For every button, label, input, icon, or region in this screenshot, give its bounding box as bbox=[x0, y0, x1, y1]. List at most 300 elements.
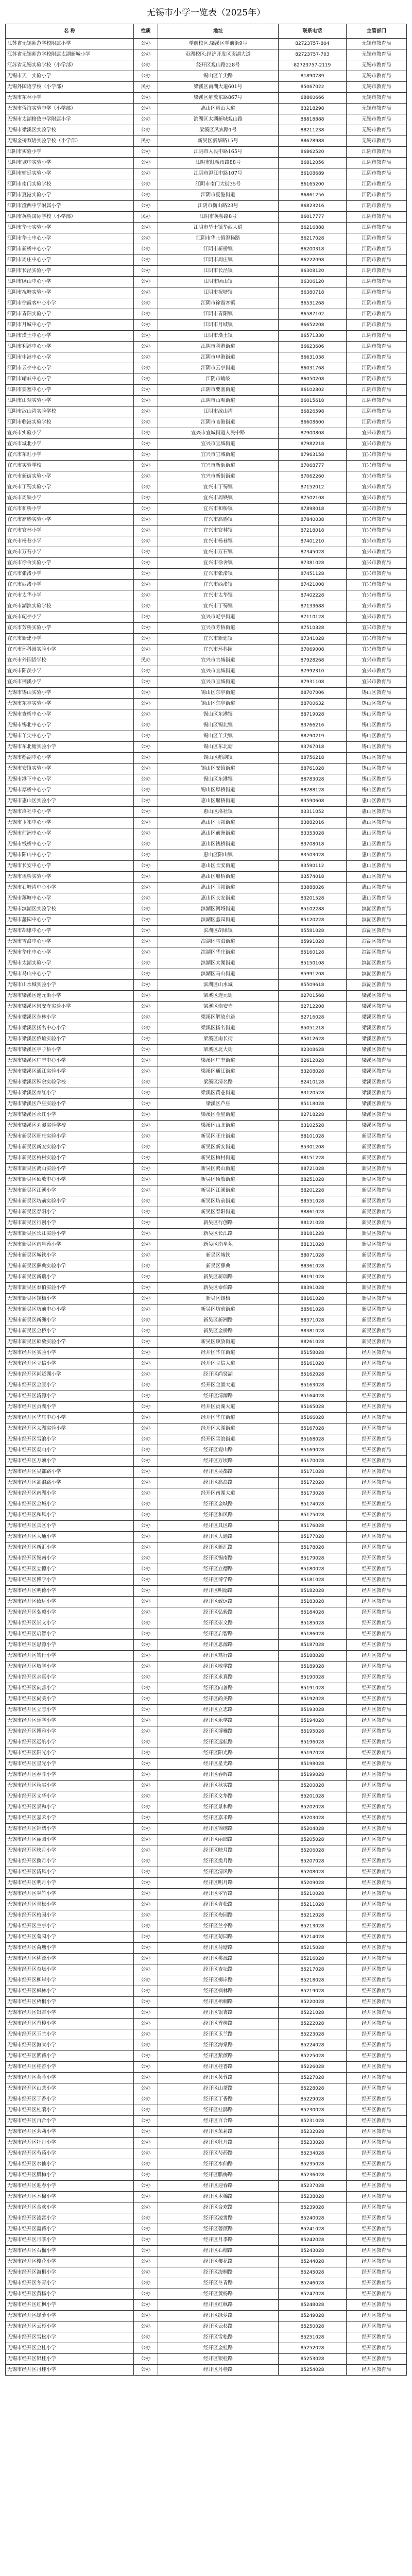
table-row bbox=[6, 1943, 407, 1954]
address-cell: 锡山区锡北镇 bbox=[158, 720, 279, 731]
table-row bbox=[6, 893, 407, 904]
dept-cell: 新吴区教育局 bbox=[347, 1164, 407, 1175]
address-cell: 江阴市璜土镇 bbox=[158, 331, 279, 342]
address-cell: 江阴市衡山路23号 bbox=[158, 201, 279, 212]
phone-cell: 85185028 bbox=[278, 1618, 346, 1629]
nature-cell: 公办 bbox=[134, 223, 158, 233]
phone-cell: 86862520 bbox=[278, 147, 346, 158]
dept-cell: 宜兴市教育局 bbox=[347, 515, 407, 526]
nature-cell: 民办 bbox=[134, 212, 158, 223]
dept-cell: 经开区教育局 bbox=[347, 2019, 407, 2029]
dept-cell: 经开区教育局 bbox=[347, 1694, 407, 1705]
address-cell: 经开区山茶路 bbox=[158, 2083, 279, 2094]
nature-cell: 公办 bbox=[134, 2105, 158, 2116]
dept-cell: 滨湖区教育局 bbox=[347, 947, 407, 958]
address-cell: 经开区映月路 bbox=[158, 1845, 279, 1856]
phone-cell: 82701568 bbox=[278, 991, 346, 1002]
nature-cell: 公办 bbox=[134, 428, 158, 439]
dept-cell: 经开区教育局 bbox=[347, 2170, 407, 2181]
nature-cell: 公办 bbox=[134, 374, 158, 385]
school-name-cell: 无锡市石塘湾中心小学 bbox=[6, 883, 134, 893]
dept-cell: 惠山区教育局 bbox=[347, 828, 407, 839]
nature-cell: 公办 bbox=[134, 2116, 158, 2127]
table-row bbox=[6, 179, 407, 190]
table-row bbox=[6, 168, 407, 179]
address-cell: 江阴市徐霞客镇 bbox=[158, 298, 279, 309]
school-name-cell: 无锡市经开区石榴小学 bbox=[6, 2246, 134, 2257]
school-name-cell: 无锡市雪浪中心小学 bbox=[6, 937, 134, 947]
phone-cell: 83882016 bbox=[278, 818, 346, 828]
phone-cell: 85051218 bbox=[278, 1023, 346, 1034]
address-cell: 梁溪区南长街 bbox=[158, 1034, 279, 1045]
address-cell: 梁溪区清名路 bbox=[158, 1077, 279, 1088]
dept-cell: 经开区教育局 bbox=[347, 1683, 407, 1694]
school-name-cell: 无锡市经开区金城小学 bbox=[6, 1499, 134, 1510]
phone-cell: 83120528 bbox=[278, 1088, 346, 1099]
address-cell: 经开区南湖大道 bbox=[158, 1488, 279, 1499]
header-nature: 性质 bbox=[134, 24, 158, 39]
nature-cell: 公办 bbox=[134, 1185, 158, 1196]
school-name-cell: 江苏省无锡师范学校附属太湖新城小学 bbox=[6, 49, 134, 60]
address-cell: 宜兴市屺亭街道 bbox=[158, 612, 279, 623]
nature-cell: 公办 bbox=[134, 363, 158, 374]
dept-cell: 经开区教育局 bbox=[347, 1521, 407, 1532]
dept-cell: 经开区教育局 bbox=[347, 1586, 407, 1597]
phone-cell: 85509618 bbox=[278, 980, 346, 991]
dept-cell: 经开区教育局 bbox=[347, 2311, 407, 2321]
school-name-cell: 无锡市梁溪区刘潭实验学校 bbox=[6, 1121, 134, 1131]
address-cell: 经开区立志路 bbox=[158, 1705, 279, 1716]
dept-cell: 梁溪区教育局 bbox=[347, 1077, 407, 1088]
phone-cell: 87898018 bbox=[278, 504, 346, 515]
phone-cell: 87982218 bbox=[278, 439, 346, 450]
phone-cell: 82718228 bbox=[278, 1110, 346, 1121]
dept-cell: 宜兴市教育局 bbox=[347, 558, 407, 569]
table-row bbox=[6, 1975, 407, 1986]
nature-cell: 公办 bbox=[134, 1964, 158, 1975]
phone-cell: 88071028 bbox=[278, 1250, 346, 1261]
school-name-cell: 无锡市前洲中心小学 bbox=[6, 828, 134, 839]
table-row bbox=[6, 493, 407, 504]
phone-cell: 85220028 bbox=[278, 1997, 346, 2008]
table-row bbox=[6, 1997, 407, 2008]
school-name-cell: 江阴市实验小学 bbox=[6, 147, 134, 158]
school-name-cell: 江阴市城中实验小学 bbox=[6, 158, 134, 168]
table-row bbox=[6, 266, 407, 277]
nature-cell: 公办 bbox=[134, 774, 158, 785]
table-row bbox=[6, 1964, 407, 1975]
school-name-cell: 无锡市经开区杜鹃小学 bbox=[6, 2105, 134, 2116]
table-row bbox=[6, 2159, 407, 2170]
phone-cell: 85150108 bbox=[278, 958, 346, 969]
nature-cell: 公办 bbox=[134, 1510, 158, 1521]
address-cell: 惠山区钱桥街道 bbox=[158, 839, 279, 850]
phone-cell: 85118028 bbox=[278, 1099, 346, 1110]
phone-cell: 85181028 bbox=[278, 1575, 346, 1586]
school-name-cell: 无锡市经开区山茶小学 bbox=[6, 2083, 134, 2094]
nature-cell: 公办 bbox=[134, 1218, 158, 1229]
nature-cell: 公办 bbox=[134, 1056, 158, 1066]
school-name-cell: 无锡市经开区锦绣小学 bbox=[6, 1824, 134, 1835]
school-name-cell: 无锡金桥双语实验学校（小学部） bbox=[6, 136, 134, 147]
table-row bbox=[6, 374, 407, 385]
phone-cell: 85170028 bbox=[278, 1456, 346, 1467]
nature-cell: 公办 bbox=[134, 1607, 158, 1618]
dept-cell: 锡山区教育局 bbox=[347, 753, 407, 764]
table-row bbox=[6, 2365, 407, 2376]
dept-cell: 惠山区教育局 bbox=[347, 872, 407, 883]
address-cell: 江阴市人民中路165号 bbox=[158, 147, 279, 158]
school-name-cell: 无锡市经开区吴都路小学 bbox=[6, 1467, 134, 1478]
table-row bbox=[6, 969, 407, 980]
phone-cell: 85161028 bbox=[278, 1359, 346, 1369]
table-row bbox=[6, 417, 407, 428]
nature-cell: 公办 bbox=[134, 2300, 158, 2311]
school-name-cell: 无锡市经开区芍药小学 bbox=[6, 2148, 134, 2159]
address-cell: 江阴市申港街道 bbox=[158, 352, 279, 363]
address-cell: 经开区高浪路 bbox=[158, 1478, 279, 1488]
phone-cell: 85171028 bbox=[278, 1467, 346, 1478]
nature-cell: 公办 bbox=[134, 893, 158, 904]
school-name-cell: 江阴市夏港实验小学 bbox=[6, 190, 134, 201]
address-cell: 新吴区泰伯路 bbox=[158, 1283, 279, 1294]
school-name-cell: 无锡市山水城实验小学 bbox=[6, 980, 134, 991]
phone-cell: 83102528 bbox=[278, 1121, 346, 1131]
table-row bbox=[6, 1240, 407, 1250]
address-cell: 经开区具区路 bbox=[158, 1521, 279, 1532]
dept-cell: 经开区教育局 bbox=[347, 1413, 407, 1423]
phone-cell: 87931108 bbox=[278, 677, 346, 688]
phone-cell: 85120228 bbox=[278, 915, 346, 926]
school-name-cell: 江苏省无锡师范学校附属小学 bbox=[6, 39, 134, 49]
nature-cell: 公办 bbox=[134, 190, 158, 201]
table-row bbox=[6, 753, 407, 764]
address-cell: 经开区万顷路 bbox=[158, 1456, 279, 1467]
school-name-cell: 宜兴市湖滨实验学校 bbox=[6, 601, 134, 612]
dept-cell: 宜兴市教育局 bbox=[347, 471, 407, 482]
phone-cell: 85199028 bbox=[278, 1770, 346, 1781]
phone-cell: 85187028 bbox=[278, 1640, 346, 1651]
address-cell: 宜兴市杨巷镇 bbox=[158, 536, 279, 547]
table-row bbox=[6, 515, 407, 526]
dept-cell: 经开区教育局 bbox=[347, 1640, 407, 1651]
nature-cell: 民办 bbox=[134, 82, 158, 93]
phone-cell: 87502108 bbox=[278, 493, 346, 504]
nature-cell: 公办 bbox=[134, 2019, 158, 2029]
school-name-cell: 江阴市新桥中心小学 bbox=[6, 244, 134, 255]
table-row bbox=[6, 828, 407, 839]
phone-cell: 87381028 bbox=[278, 558, 346, 569]
address-cell: 经开区黄杨路 bbox=[158, 2289, 279, 2300]
address-cell: 经开区华庄街道 bbox=[158, 1348, 279, 1359]
school-name-cell: 无锡市经开区观山小学 bbox=[6, 1445, 134, 1456]
school-name-cell: 宜兴市和桥小学 bbox=[6, 504, 134, 515]
table-row bbox=[6, 201, 407, 212]
dept-cell: 无锡市教育局 bbox=[347, 125, 407, 136]
nature-cell: 公办 bbox=[134, 753, 158, 764]
table-row bbox=[6, 958, 407, 969]
dept-cell: 宜兴市教育局 bbox=[347, 450, 407, 461]
school-name-cell: 无锡市经开区香樟小学 bbox=[6, 2019, 134, 2029]
nature-cell: 公办 bbox=[134, 504, 158, 515]
phone-cell: 85190028 bbox=[278, 1672, 346, 1683]
dept-cell: 江阴市教育局 bbox=[347, 147, 407, 158]
phone-cell: 86200318 bbox=[278, 244, 346, 255]
school-name-cell: 无锡市太湖实验小学 bbox=[6, 958, 134, 969]
phone-cell: 86102802 bbox=[278, 385, 346, 396]
table-row bbox=[6, 60, 407, 71]
table-row bbox=[6, 1672, 407, 1683]
nature-cell: 公办 bbox=[134, 677, 158, 688]
table-row bbox=[6, 1845, 407, 1856]
phone-cell: 85194028 bbox=[278, 1716, 346, 1726]
school-name-cell: 无锡市经开区红枫小学 bbox=[6, 2300, 134, 2311]
address-cell: 梁溪区广丰街道 bbox=[158, 1056, 279, 1066]
address-cell: 新吴区行创路 bbox=[158, 1218, 279, 1229]
school-name-cell: 无锡市经开区紫薇小学 bbox=[6, 2051, 134, 2062]
phone-cell: 87068777 bbox=[278, 461, 346, 471]
address-cell: 江阴市顾山镇 bbox=[158, 277, 279, 287]
phone-cell: 83574018 bbox=[278, 872, 346, 883]
school-name-cell: 无锡市新吴区江溪小学 bbox=[6, 1185, 134, 1196]
school-name-cell: 江阴市辅延实验小学 bbox=[6, 168, 134, 179]
nature-cell: 公办 bbox=[134, 2192, 158, 2202]
nature-cell: 公办 bbox=[134, 947, 158, 958]
table-row bbox=[6, 590, 407, 601]
nature-cell: 公办 bbox=[134, 2073, 158, 2083]
dept-cell: 经开区教育局 bbox=[347, 1878, 407, 1889]
phone-cell: 85211028 bbox=[278, 1900, 346, 1910]
address-cell: 新吴区坊前街道 bbox=[158, 1196, 279, 1207]
address-cell: 经开区海桐路 bbox=[158, 2267, 279, 2278]
nature-cell: 公办 bbox=[134, 233, 158, 244]
school-name-cell: 无锡市经开区兰亭小学 bbox=[6, 1921, 134, 1932]
dept-cell: 滨湖区教育局 bbox=[347, 958, 407, 969]
dept-cell: 新吴区教育局 bbox=[347, 1153, 407, 1164]
school-name-cell: 无锡市羊尖中心小学 bbox=[6, 731, 134, 742]
phone-cell: 86165200 bbox=[278, 179, 346, 190]
phone-cell: 85228028 bbox=[278, 2083, 346, 2094]
table-row bbox=[6, 331, 407, 342]
table-row bbox=[6, 298, 407, 309]
phone-cell: 85237028 bbox=[278, 2181, 346, 2192]
dept-cell: 江阴市教育局 bbox=[347, 331, 407, 342]
nature-cell: 公办 bbox=[134, 666, 158, 677]
address-cell: 经开区紫薇路 bbox=[158, 2051, 279, 2062]
nature-cell: 公办 bbox=[134, 612, 158, 623]
address-cell: 新吴区锡梅 bbox=[158, 1294, 279, 1304]
table-row bbox=[6, 1088, 407, 1099]
address-cell: 宜兴市和桥镇 bbox=[158, 504, 279, 515]
school-name-cell: 无锡市经开区明德小学 bbox=[6, 1586, 134, 1597]
table-row bbox=[6, 1304, 407, 1315]
phone-cell: 85168028 bbox=[278, 1434, 346, 1445]
table-row bbox=[6, 114, 407, 125]
school-name-cell: 无锡市新吴区南星苑小学 bbox=[6, 1240, 134, 1250]
table-row bbox=[6, 71, 407, 82]
phone-cell: 86826598 bbox=[278, 406, 346, 417]
dept-cell: 经开区教育局 bbox=[347, 2246, 407, 2257]
table-row bbox=[6, 1813, 407, 1824]
table-row bbox=[6, 634, 407, 645]
address-cell: 经开区雪松路 bbox=[158, 2332, 279, 2343]
nature-cell: 公办 bbox=[134, 1283, 158, 1294]
nature-cell: 公办 bbox=[134, 1802, 158, 1813]
school-name-cell: 无锡市安镇实验小学 bbox=[6, 764, 134, 774]
dept-cell: 江阴市教育局 bbox=[347, 179, 407, 190]
address-cell: 经开区金城路 bbox=[158, 1499, 279, 1510]
dept-cell: 经开区教育局 bbox=[347, 1705, 407, 1716]
school-name-cell: 无锡市经开区牡丹小学 bbox=[6, 2138, 134, 2148]
school-name-cell: 无锡市太湖格致中学附属小学 bbox=[6, 114, 134, 125]
school-name-cell: 无锡市经开区翠竹小学 bbox=[6, 1889, 134, 1900]
phone-cell: 85224028 bbox=[278, 2040, 346, 2051]
table-row bbox=[6, 872, 407, 883]
table-row bbox=[6, 1759, 407, 1770]
dept-cell: 江阴市教育局 bbox=[347, 223, 407, 233]
table-row bbox=[6, 1607, 407, 1618]
table-row bbox=[6, 125, 407, 136]
phone-cell: 85198028 bbox=[278, 1759, 346, 1770]
nature-cell: 公办 bbox=[134, 1889, 158, 1900]
school-name-cell: 无锡市经开区桃源小学 bbox=[6, 1954, 134, 1964]
dept-cell: 新吴区教育局 bbox=[347, 1272, 407, 1283]
address-cell: 经开区海棠路 bbox=[158, 2040, 279, 2051]
dept-cell: 经开区教育局 bbox=[347, 1456, 407, 1467]
dept-cell: 经开区教育局 bbox=[347, 1499, 407, 1510]
phone-cell: 87345028 bbox=[278, 547, 346, 558]
table-row bbox=[6, 1175, 407, 1185]
phone-cell: 85227028 bbox=[278, 2073, 346, 2083]
table-row bbox=[6, 1456, 407, 1467]
phone-cell: 86571330 bbox=[278, 331, 346, 342]
table-row bbox=[6, 147, 407, 158]
dept-cell: 经开区教育局 bbox=[347, 2138, 407, 2148]
dept-cell: 经开区教育局 bbox=[347, 2300, 407, 2311]
table-row bbox=[6, 850, 407, 861]
school-name-cell: 无锡市洛社中心小学 bbox=[6, 807, 134, 818]
address-cell: 滨湖区太湖新城观山路 bbox=[158, 114, 279, 125]
nature-cell: 公办 bbox=[134, 298, 158, 309]
phone-cell: 85244028 bbox=[278, 2257, 346, 2267]
address-cell: 江阴市澄江中路107号 bbox=[158, 168, 279, 179]
dept-cell: 滨湖区教育局 bbox=[347, 926, 407, 937]
table-row bbox=[6, 1932, 407, 1943]
nature-cell: 公办 bbox=[134, 2029, 158, 2040]
nature-cell: 公办 bbox=[134, 731, 158, 742]
nature-cell: 公办 bbox=[134, 417, 158, 428]
address-cell: 新吴区梅村街道 bbox=[158, 1153, 279, 1164]
phone-cell: 88719028 bbox=[278, 709, 346, 720]
table-row bbox=[6, 2343, 407, 2354]
address-cell: 江阴市山观街道 bbox=[158, 396, 279, 406]
phone-cell: 82308628 bbox=[278, 1045, 346, 1056]
table-row bbox=[6, 1250, 407, 1261]
table-row bbox=[6, 158, 407, 168]
school-name-cell: 江阴市月城中心小学 bbox=[6, 320, 134, 331]
nature-cell: 公办 bbox=[134, 2246, 158, 2257]
address-cell: 宜兴市西渚镇 bbox=[158, 580, 279, 590]
dept-cell: 经开区教育局 bbox=[347, 2343, 407, 2354]
dept-cell: 江阴市教育局 bbox=[347, 158, 407, 168]
table-row bbox=[6, 1910, 407, 1921]
dept-cell: 梁溪区教育局 bbox=[347, 1099, 407, 1110]
table-row bbox=[6, 1045, 407, 1056]
address-cell: 锡山区羊尖镇 bbox=[158, 731, 279, 742]
phone-cell: 83888026 bbox=[278, 883, 346, 893]
table-row bbox=[6, 1056, 407, 1066]
table-row bbox=[6, 2213, 407, 2224]
address-cell: 经开区丁香路 bbox=[158, 2094, 279, 2105]
address-cell: 经开区博雅路 bbox=[158, 1726, 279, 1737]
address-cell: 经开区大通路 bbox=[158, 1532, 279, 1543]
table-row bbox=[6, 1553, 407, 1564]
dept-cell: 江阴市教育局 bbox=[347, 406, 407, 417]
dept-cell: 滨湖区教育局 bbox=[347, 937, 407, 947]
phone-cell: 88561028 bbox=[278, 1304, 346, 1315]
school-name-cell: 无锡市马山中心小学 bbox=[6, 969, 134, 980]
school-name-cell: 无锡市经开区金桂小学 bbox=[6, 2343, 134, 2354]
school-name-cell: 无锡市经开区桂香小学 bbox=[6, 2062, 134, 2073]
dept-cell: 锡山区教育局 bbox=[347, 688, 407, 699]
phone-cell: 83503028 bbox=[278, 850, 346, 861]
address-cell: 经开区观山路 bbox=[158, 1445, 279, 1456]
table-row bbox=[6, 2332, 407, 2343]
dept-cell: 经开区教育局 bbox=[347, 2105, 407, 2116]
dept-cell: 经开区教育局 bbox=[347, 1597, 407, 1607]
school-name-cell: 无锡市经开区秋实小学 bbox=[6, 1781, 134, 1791]
school-name-cell: 无锡市梁溪区连元街小学 bbox=[6, 991, 134, 1002]
nature-cell: 公办 bbox=[134, 2289, 158, 2300]
address-cell: 经开区和风路 bbox=[158, 1510, 279, 1521]
address-cell: 经开区玉兰路 bbox=[158, 2029, 279, 2040]
header-name: 名 称 bbox=[6, 24, 134, 39]
dept-cell: 江阴市教育局 bbox=[347, 201, 407, 212]
address-cell: 经开区华庄街道 bbox=[158, 1413, 279, 1423]
dept-cell: 经开区教育局 bbox=[347, 1359, 407, 1369]
dept-cell: 经开区教育局 bbox=[347, 2365, 407, 2376]
school-name-cell: 无锡市经开区清源小学 bbox=[6, 1391, 134, 1402]
phone-cell: 85223028 bbox=[278, 2029, 346, 2040]
nature-cell: 公办 bbox=[134, 2354, 158, 2365]
dept-cell: 梁溪区教育局 bbox=[347, 1002, 407, 1012]
phone-cell: 85169028 bbox=[278, 1445, 346, 1456]
table-row bbox=[6, 785, 407, 796]
address-cell: 经开区金匮大道 bbox=[158, 1380, 279, 1391]
phone-cell: 88783028 bbox=[278, 774, 346, 785]
phone-cell: 85183028 bbox=[278, 1597, 346, 1607]
dept-cell: 新吴区教育局 bbox=[347, 1175, 407, 1185]
nature-cell: 公办 bbox=[134, 1629, 158, 1640]
phone-cell: 85234028 bbox=[278, 2148, 346, 2159]
nature-cell: 公办 bbox=[134, 1867, 158, 1878]
nature-cell: 公办 bbox=[134, 1434, 158, 1445]
address-cell: 锡山区东港镇 bbox=[158, 709, 279, 720]
table-row bbox=[6, 1023, 407, 1034]
dept-cell: 江阴市教育局 bbox=[347, 417, 407, 428]
school-name-cell: 无锡市梁溪区芦庄实验小学 bbox=[6, 1099, 134, 1110]
school-name-cell: 无锡市新吴区金桥小学 bbox=[6, 1326, 134, 1337]
address-cell: 经开区樱花路 bbox=[158, 2257, 279, 2267]
table-row bbox=[6, 482, 407, 493]
nature-cell: 公办 bbox=[134, 450, 158, 461]
dept-cell: 经开区教育局 bbox=[347, 2008, 407, 2019]
phone-cell: 85253028 bbox=[278, 2354, 346, 2365]
phone-cell: 88761028 bbox=[278, 764, 346, 774]
school-name-cell: 无锡市经开区文华小学 bbox=[6, 1791, 134, 1802]
address-cell: 江阴市长泾镇 bbox=[158, 266, 279, 277]
dept-cell: 梁溪区教育局 bbox=[347, 1110, 407, 1121]
